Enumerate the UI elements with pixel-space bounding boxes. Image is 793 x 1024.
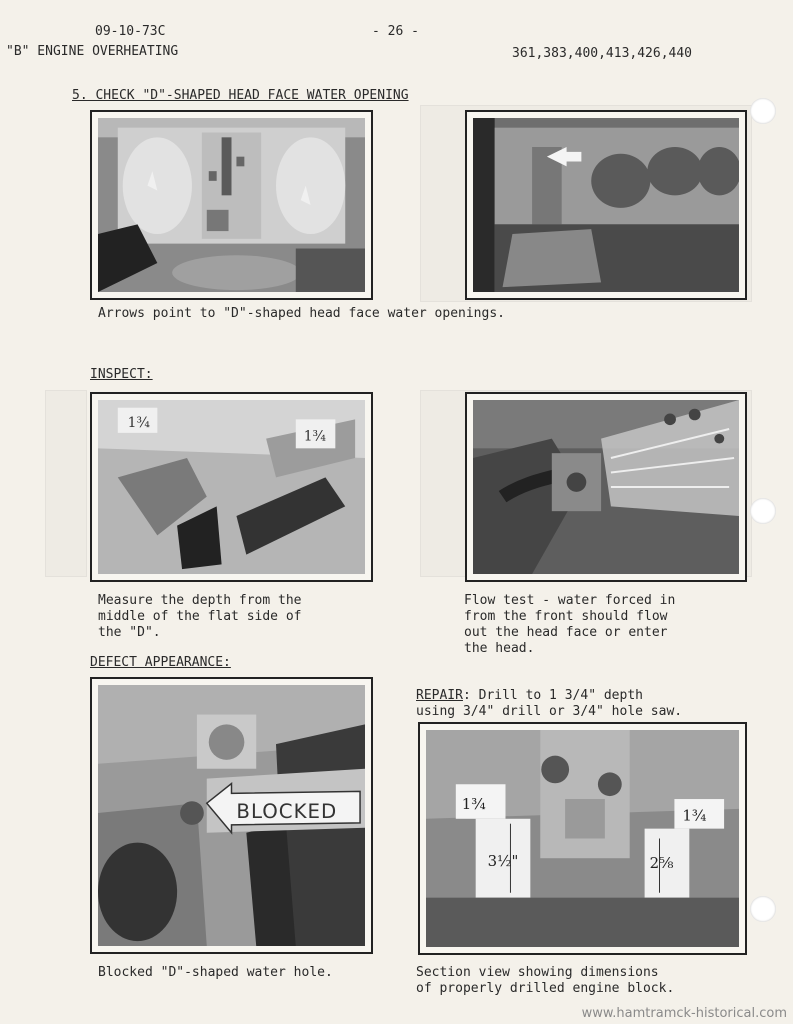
photo-depth-measurement xyxy=(90,392,373,582)
step-caption: Arrows point to "D"-shaped head face water openings. xyxy=(98,306,505,321)
photo-label-depth-right: 1¾ xyxy=(303,428,326,445)
inspect-caption-left: Measure the depth from the middle of the flat side of the "D". xyxy=(98,593,302,640)
repair-instruction xyxy=(416,688,682,720)
inspect-heading: INSPECT: xyxy=(90,367,153,382)
repair-caption: Section view showing dimensions of properly drilled engine block. xyxy=(416,965,675,996)
section-title: "B" ENGINE OVERHEATING xyxy=(6,44,179,59)
inspect-caption-right: Flow test - water forced in from the front should flow out the head face or enter the head. xyxy=(464,593,676,656)
photo-block-top-view xyxy=(90,110,373,300)
footer-watermark: www.hamtramck-historical.com xyxy=(581,1006,787,1021)
punch-hole-bottom xyxy=(750,896,776,922)
photo-flow-test xyxy=(465,392,747,582)
step-title: 5. CHECK "D"-SHAPED HEAD FACE WATER OPENING xyxy=(72,88,409,103)
dim-label-c: 2⅝ xyxy=(649,854,674,873)
defect-heading: DEFECT APPEARANCE: xyxy=(90,655,231,670)
punch-hole-middle xyxy=(750,498,776,524)
blocked-sign-text: BLOCKED xyxy=(236,799,338,823)
punch-hole-top xyxy=(750,98,776,124)
dim-label-b: 3½" xyxy=(487,852,519,871)
bleed-through-panel xyxy=(45,390,87,577)
dim-label-d: 1¾ xyxy=(682,806,707,825)
engine-list: 361,383,400,413,426,440 xyxy=(512,46,693,61)
dim-label-a: 1¾ xyxy=(461,794,486,813)
document-date: 09-10-73C xyxy=(95,24,166,39)
photo-block-side-view xyxy=(465,110,747,300)
defect-caption: Blocked "D"-shaped water hole. xyxy=(98,965,333,980)
photo-section-view xyxy=(418,722,747,955)
repair-text: : Drill to 1 3/4" depth using 3/4" drill or 3/4" hole saw. xyxy=(416,688,683,719)
page-number: - 26 - xyxy=(372,24,419,39)
photo-blocked-hole xyxy=(90,677,373,954)
repair-label: REPAIR xyxy=(416,688,463,703)
photo-label-depth-left: 1¾ xyxy=(127,415,150,432)
